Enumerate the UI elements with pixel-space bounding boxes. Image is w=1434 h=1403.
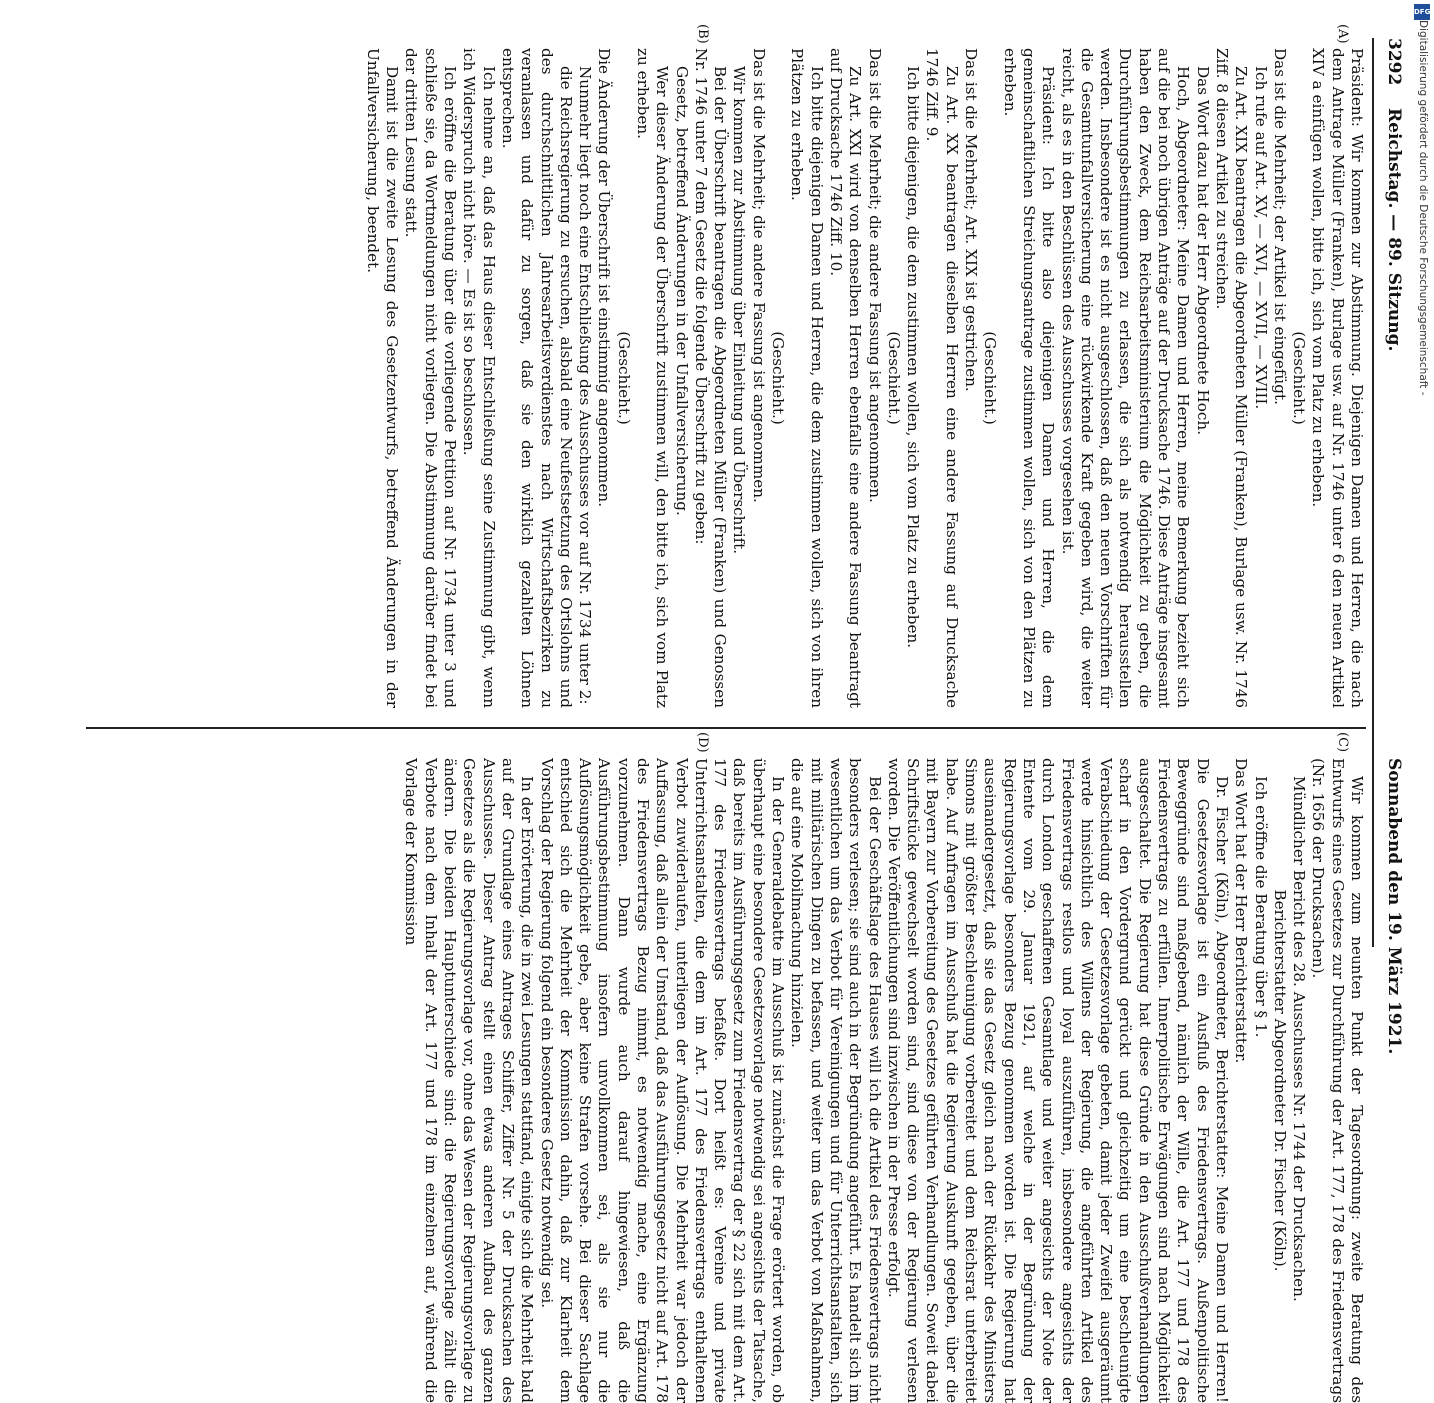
paragraph: Zu Art. XX beantragen dieselben Herren eine andere Fassung auf Drucksache 1746 Ziff. 9. — [923, 48, 961, 708]
credit-text: Digitalisierung gefördert durch die Deutsche Forschungsgemeinschaft - — [1417, 20, 1429, 396]
paragraph: Wir kommen zur Abstimmung über Einleitung und Überschrift. — [730, 66, 749, 555]
paragraph: Ich bitte diejenigen, die dem zustimmen wollen, sich vom Platz zu erheben. — [904, 66, 923, 649]
paragraph: Damit ist die zweite Lesung des Gesetzentwurfs, betreffend Änderungen in der Unfallversicherung, beendet. — [363, 48, 402, 708]
paragraph: In der Erörterung, die in zwei Lesungen stattfand, einigte sich die Mehrheit bald auf der Grundlage eines Antrages Schiffer, Ziffer Nr. 5 der Drucksachen des Ausschusses. Dieser Antrag stellt einen etwas anderen Aufbau des ganzen Gesetzes als die Regierungsvorlage vor, ohne das Wesen der Regierungsvorlage zu ändern. Die beiden Hauptunterschiede sind: die Regierungsvorlage zählt die Verbote nach dem Inhalt der Art. 177 und 178 im einzelnen auf, während die Vorlage der Kommission — [402, 758, 537, 1403]
paragraph: Gesetz, betreffend Änderungen in der Unfallversicherung. — [672, 66, 691, 516]
left-column — [86, 48, 1366, 708]
paragraph: Wer dieser Änderung der Überschrift zustimmen will, den bitte ich, sich vom Platz zu erheben. — [634, 48, 672, 708]
dfg-logo-icon: DFG — [1414, 4, 1430, 20]
digitization-credit — [1412, 20, 1432, 980]
paragraph: Das Wort hat der Herr Berichterstatter. — [1232, 758, 1251, 1064]
paragraph: Präsident: Wir kommen zur Abstimmung. Diejenigen Damen und Herren, die nach dem Antrage Müller (Franken), Burlage usw. auf Nr. 1746 unter 6 den neuen Artikel XIV a einfügen wollen, bitte ich, sich vom Platz zu erheben. — [1309, 48, 1366, 708]
column-divider — [86, 727, 1366, 729]
stage-direction: (Geschieht.) — [769, 331, 788, 425]
page-frame — [25, 20, 1410, 1403]
paragraph: Das ist die Mehrheit; die andere Fassung ist angenommen. — [865, 48, 884, 503]
stage-direction: (Geschieht.) — [981, 331, 1000, 425]
paragraph: Ich eröffne die Beratung über § 1. — [1251, 776, 1270, 1038]
stage-direction: (Geschieht.) — [1290, 331, 1309, 425]
paragraph: Präsident: Ich bitte also diejenigen Damen und Herren, die dem gemeinschaftlichen Streichungsantrage zustimmen wollen, sich von den Plätzen zu erheben. — [1000, 48, 1058, 708]
right-column — [86, 758, 1366, 1403]
page-number: 3292 — [1384, 38, 1404, 86]
margin-mark-c: (C) — [1335, 732, 1350, 753]
paragraph: Das ist die Mehrheit; die andere Fassung ist angenommen. — [749, 48, 768, 503]
paragraph: In der Generaldebatte im Ausschuß ist zunächst die Frage erörtert worden, ob überhaupt eine besondere Gesetzesvorlage notwendig sei angesichts der Tatsache, daß bereits im Ausführungsgesetz zum Friedensvertrag der § 22 sich mit dem Art. 177 des Friedensvertrags befaßte. Dort heißt es: Vereine und private Unterrichtsanstalten, die dem im Art. 177 des Friedensvertrags enthaltenen Verbot zuwiderlaufen, unterliegen der Auflösung. Die Mehrheit war jedoch der Auffassung, daß allein der Umstand, daß das Ausführungsgesetz nicht auf Art. 178 des Friedensvertrags Bezug nimmt, es notwendig mache, eine Ergänzung vorzunehmen. Dann wurde auch darauf hingewiesen, daß die Ausführungsbestimmung insofern unvollkommen sei, als sie nur die Auflösungsmöglichkeit gebe, aber keine Strafen vorsehe. Bei dieser Sachlage entschied sich die Mehrheit der Kommission dahin, daß zur Klarheit dem Vorschlag der Regierung folgend ein besonderes Gesetz notwendig sei. — [537, 758, 788, 1403]
paragraph: Berichterstatter Abgeordneter Dr. Fischer (Köln). — [1270, 889, 1289, 1272]
margin-mark-a: (A) — [1335, 24, 1350, 44]
paragraph: Nunmehr liegt noch eine Entschließung des Ausschusses vor auf Nr. 1734 unter 2: — [576, 66, 595, 705]
paragraph: Die Änderung der Überschrift ist einstimmig angenommen. — [595, 48, 614, 508]
margin-mark-d: (D) — [695, 732, 710, 753]
paragraph: Ich bitte diejenigen Damen und Herren, die dem zustimmen wollen, sich von ihren Plätzen zu erheben. — [788, 48, 826, 708]
paragraph: Bei der Geschäftslage des Hauses will ich die Artikel des Friedensvertrags nicht besonders verlesen; sie sind auch in der Begründung angeführt. Es handelt sich im wesentlichen um das Verbot für Vereinigungen und für Unterrichtsanstalten, sich mit militärischen Dingen zu befassen, und weiter um das Verbot von Maßnahmen, die auf eine Mobilmachung hinzielen. — [788, 758, 884, 1403]
paragraph: Ich nehme an, daß das Haus dieser Entschließung seine Zustimmung gibt, wenn ich Widerspruch nicht höre. — Es ist so beschlossen. — [460, 48, 498, 708]
stage-direction: (Geschieht.) — [614, 331, 633, 425]
paragraph: Ich rufe auf Art. XV, — XVI, — XVII, — XVIII. — [1251, 66, 1270, 410]
stage-direction: (Geschieht.) — [884, 331, 903, 425]
running-title-left: Reichstag. — 89. Sitzung. — [1384, 108, 1404, 352]
paragraph: Zu Art. XXI wird von denselben Herren ebenfalls eine andere Fassung beantragt auf Drucksache 1746 Ziff. 10. — [826, 48, 865, 708]
paragraph: Das ist die Mehrheit; Art. XIX ist gestrichen. — [962, 48, 981, 392]
paragraph: Das Wort dazu hat der Herr Abgeordnete Hoch. — [1193, 66, 1212, 436]
agenda-item: Wir kommen zum neunten Punkt der Tagesordnung: zweite Beratung des Entwurfs eines Gesetzes zur Durchführung der Art. 177, 178 des Friedensvertrags (Nr. 1656 der Drucksachen). — [1309, 758, 1366, 1403]
paragraph: Dr. Fischer (Köln), Abgeordneter, Berichterstatter: Meine Damen und Herren! Die Gesetzesvorlage ist ein Ausfluß des Friedensvertrags. Außenpolitische Beweggründe sind maßgebend, nämlich der Wille, die Art. 177 und 178 des Friedensvertrags zu erfüllen. Innerpolitische Erwägungen sind nach Möglichkeit ausgeschaltet. Die Regierung hat diese Gründe in den Ausschußverhandlungen scharf in den Vordergrund gerückt und gleichzeitig um eine beschleunigte Verabschiedung der Gesetzesvorlage gebeten, damit jeder Zweifel ausgeräumt werde hinsichtlich des Willens der Regierung, die angeführten Artikel des Friedensvertrags restlos und loyal auszuführen, insbesondere angesichts der durch London geschaffenen Gesamtlage und weiter angesichts der Note der Entente vom 29. Januar 1921, auf welche in der Begründung der Regierungsvorlage besonders Bezug genommen worden ist. Die Regierung hat auseinandergesetzt, daß sie das Gesetz gleich nach der Rückkehr des Ministers Simons mit größter Beschleunigung vorbereitet und dem Reichsrat unterbreitet habe. Auf Anfragen im Ausschuß hat die Regierung Auskunft gegeben, über die mit Bayern zur Vorbereitung des Gesetzes geführten Verhandlungen. Soweit dabei Schriftstücke gewechselt worden sind, sind diese von der Regierung verlesen worden. Die Veröffentlichungen sind inzwischen in der Presse erfolgt. — [884, 758, 1231, 1403]
paragraph: Bei der Überschrift beantragen die Abgeordneten Müller (Franken) und Genossen Nr. 1746 unter 7 dem Gesetz die folgende Überschrift zu geben: — [691, 48, 730, 708]
header-rule — [1372, 38, 1374, 947]
paragraph: Zu Art. XIX beantragen die Abgeordneten Müller (Franken), Burlage usw. Nr. 1746 Ziff. 8 diesen Artikel zu streichen. — [1212, 48, 1251, 708]
paragraph: Das ist die Mehrheit; der Artikel ist eingefügt. — [1270, 48, 1289, 405]
paragraph: die Reichsregierung zu ersuchen, alsbald eine Neufestsetzung des Ortslohns und des durchschnittlichen Jahresarbeitsverdienstes nach Wirtschaftsbezirken zu veranlassen und dafür zu sorgen, daß sie den wirklich gezahlten Löhnen entsprechen. — [498, 48, 575, 708]
paragraph: Hoch, Abgeordneter: Meine Damen und Herren, meine Bemerkung bezieht sich auf die bei noch übrigen Anträge auf der Drucksache 1746. Diese Anträge insgesamt haben den Zweck, dem Reichsarbeitsministerium die Möglichkeit zu geben, die Durchführungsbestimmungen zu erlassen, die sich als notwendig herausstellen werden. Insbesondere ist es nicht ausgeschlossen, daß den neuen Vorschriften für die Gesamtunfallversicherung eine rückwirkende Kraft gegeben wird, die weiter reicht, als es in den Beschlüssen des Ausschusses vorgesehen ist. — [1058, 48, 1193, 708]
paragraph: Ich eröffne die Beratung über die vorliegende Petition auf Nr. 1734 unter 3 und schließe sie, da Wortmeldungen nicht vorliegen. Die Abstimmung darüber findet bei der dritten Lesung statt. — [402, 48, 460, 708]
paragraph: Mündlicher Bericht des 28. Ausschusses Nr. 1744 der Drucksachen. — [1290, 776, 1309, 1302]
running-header — [1376, 38, 1404, 1055]
running-title-right: Sonnabend den 19. März 1921. — [1384, 758, 1404, 1055]
margin-mark-b: (B) — [695, 24, 710, 44]
